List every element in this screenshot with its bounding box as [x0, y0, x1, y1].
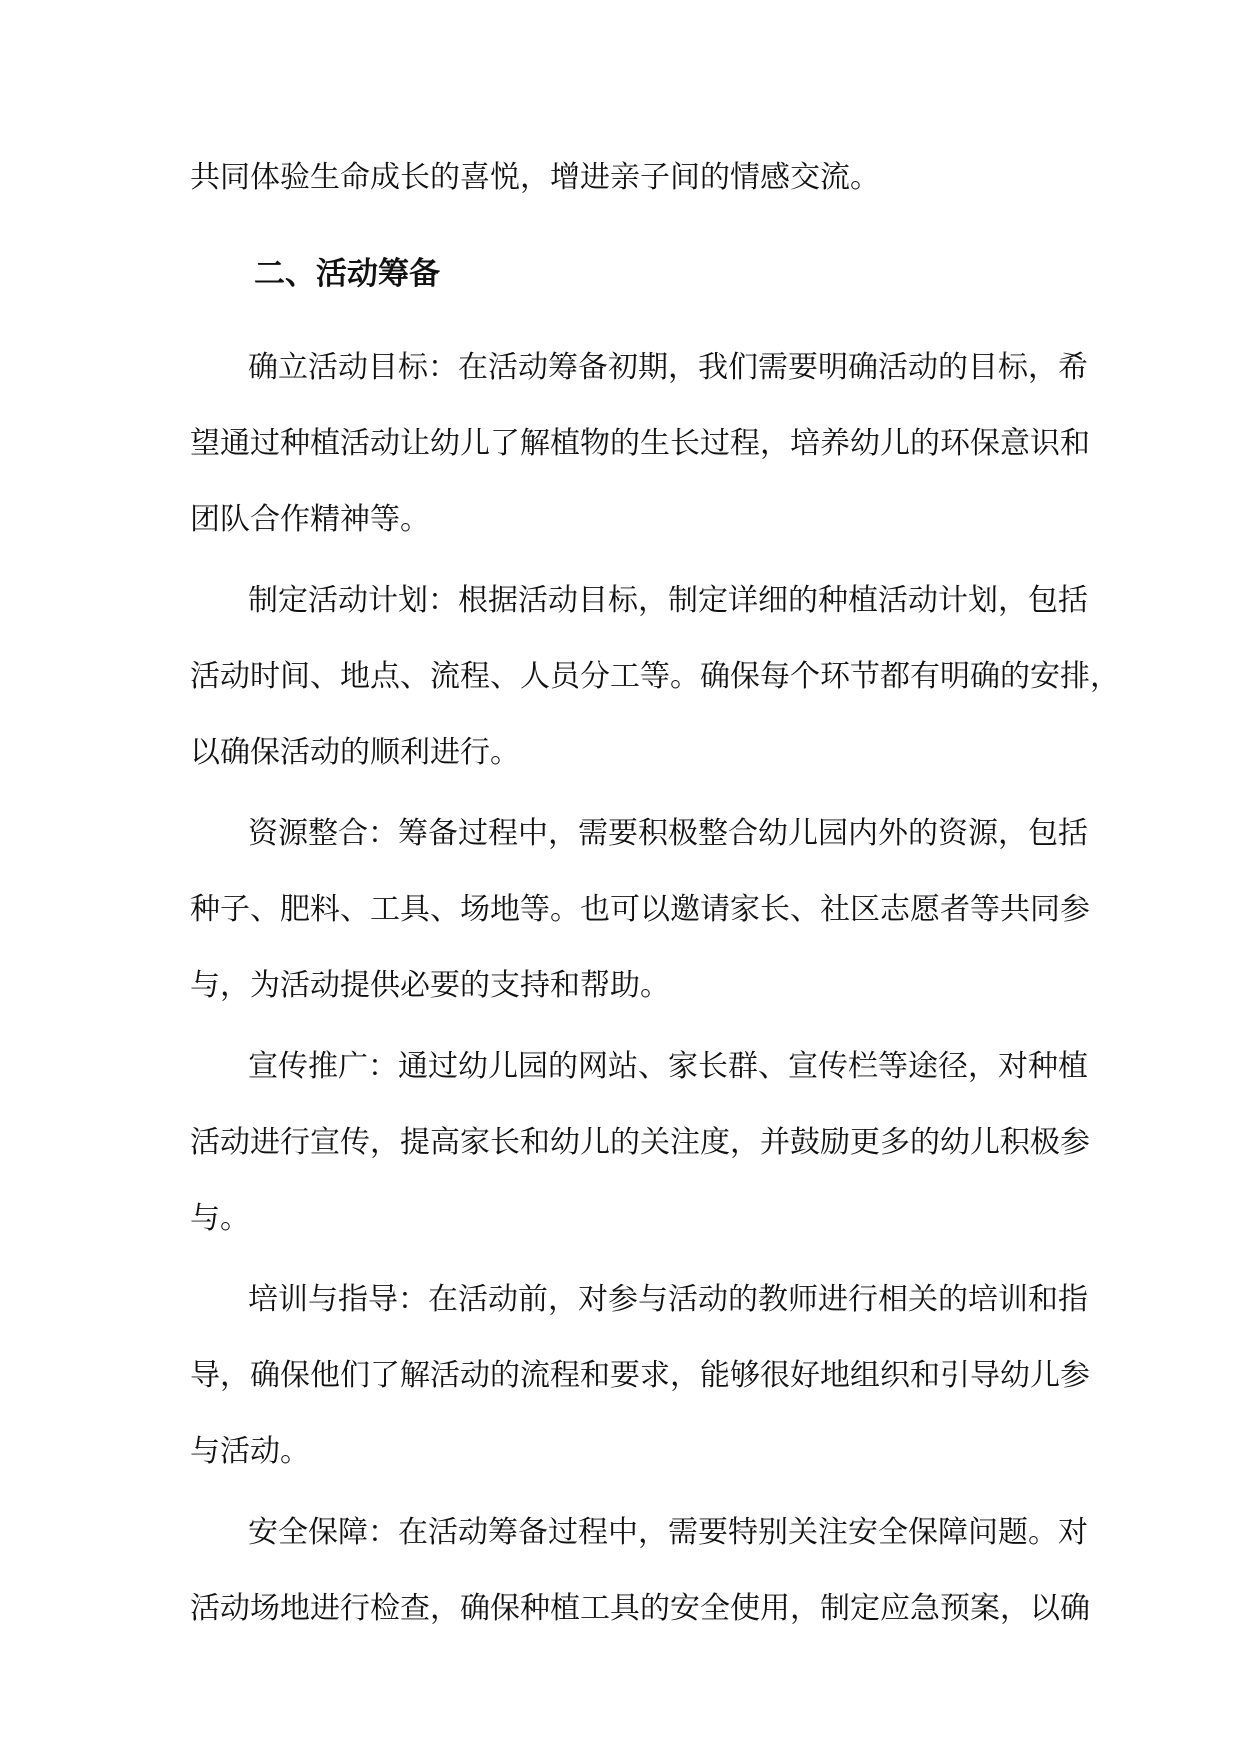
paragraph-line: 宣传推广：通过幼儿园的网站、家长群、宣传栏等途径，对种植 — [248, 1049, 1088, 1084]
paragraph-line: 与活动。 — [190, 1434, 310, 1469]
paragraph-line: 确立活动目标：在活动筹备初期，我们需要明确活动的目标，希 — [248, 350, 1088, 385]
paragraph-line: 资源整合：筹备过程中，需要积极整合幼儿园内外的资源，包括 — [248, 816, 1088, 851]
paragraph-line: 安全保障：在活动筹备过程中，需要特别关注安全保障问题。对 — [248, 1515, 1088, 1550]
paragraph-line: 与，为活动提供必要的支持和帮助。 — [190, 968, 670, 1003]
paragraph-safety — [190, 1495, 1090, 1647]
paragraph-line: 培训与指导：在活动前，对参与活动的教师进行相关的培训和指 — [248, 1282, 1088, 1317]
paragraph-line: 活动场地进行检查，确保种植工具的安全使用，制定应急预案，以确 — [190, 1591, 1090, 1626]
paragraph-line: 团队合作精神等。 — [190, 502, 430, 537]
paragraph-line: 望通过种植活动让幼儿了解植物的生长过程，培养幼儿的环保意识和 — [190, 426, 1090, 461]
paragraph-line: 导，确保他们了解活动的流程和要求，能够很好地组织和引导幼儿参 — [190, 1358, 1090, 1393]
paragraph-plan — [190, 563, 1120, 791]
paragraph-line: 制定活动计划：根据活动目标，制定详细的种植活动计划，包括 — [248, 583, 1088, 618]
section-heading: 二、活动筹备 — [254, 256, 440, 292]
paragraph-resources — [190, 796, 1090, 1024]
intro-tail-line: 共同体验生命成长的喜悦，增进亲子间的情感交流。 — [190, 160, 880, 195]
paragraph-promotion — [190, 1029, 1090, 1257]
paragraph-line: 种子、肥料、工具、场地等。也可以邀请家长、社区志愿者等共同参 — [190, 892, 1090, 927]
paragraph-line: 与。 — [190, 1201, 250, 1236]
document-page — [190, 140, 1120, 1647]
paragraph-line: 活动时间、地点、流程、人员分工等。确保每个环节都有明确的安排， — [190, 659, 1120, 694]
paragraph-goals — [190, 330, 1090, 558]
paragraph-line: 以确保活动的顺利进行。 — [190, 735, 520, 770]
paragraph-training — [190, 1262, 1090, 1490]
paragraph-line: 活动进行宣传，提高家长和幼儿的关注度，并鼓励更多的幼儿积极参 — [190, 1125, 1090, 1160]
